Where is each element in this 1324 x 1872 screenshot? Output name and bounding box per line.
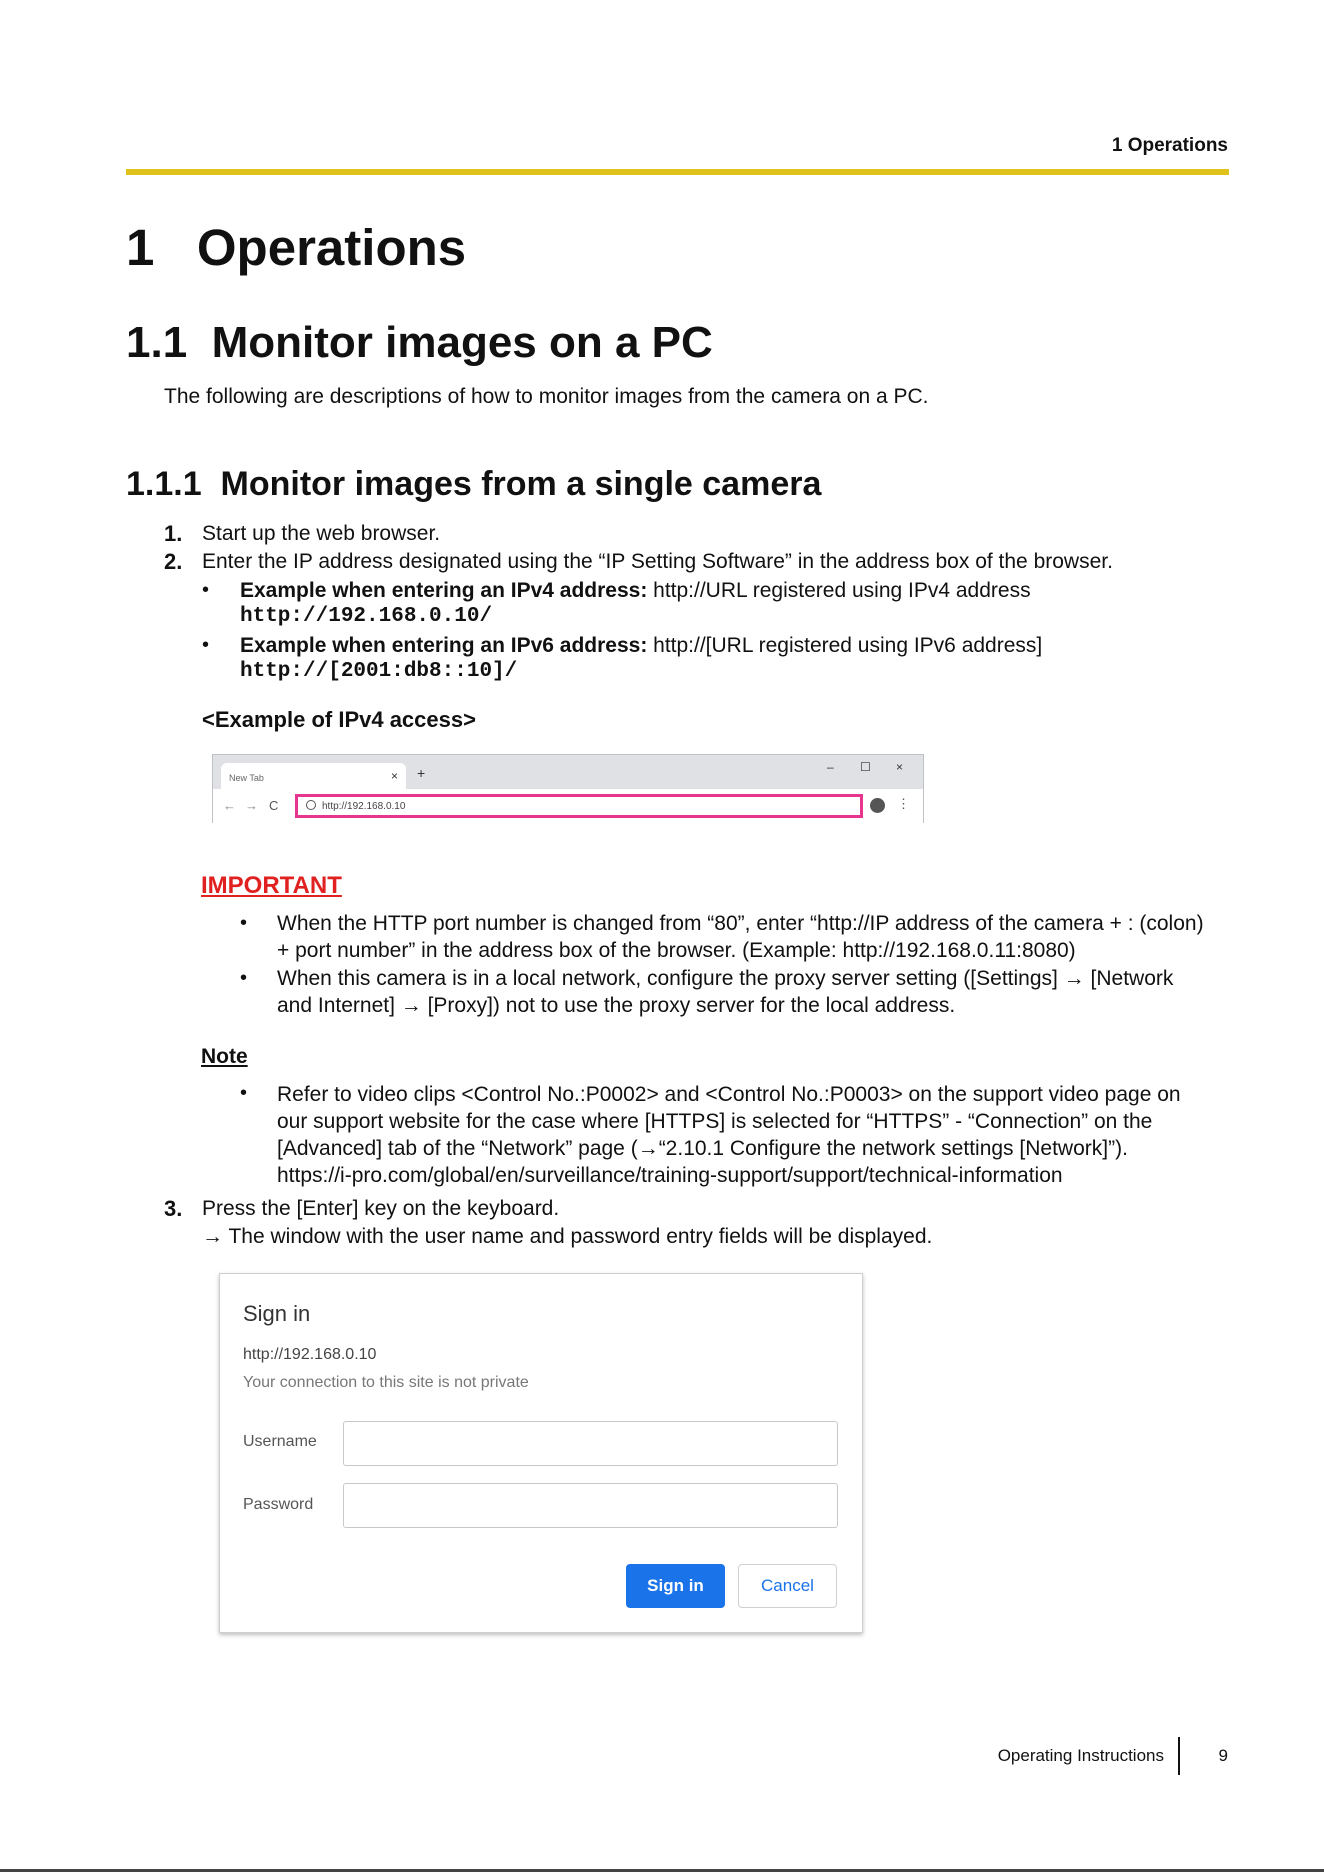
text-line: When this camera is in a local network, configure the proxy server setting ([Settings] → [Network: [277, 967, 1174, 990]
site-info-icon: [306, 800, 316, 810]
minimize-icon[interactable]: –: [827, 760, 834, 774]
maximize-icon[interactable]: ☐: [860, 760, 871, 774]
note-heading: Note: [201, 1045, 248, 1068]
important-heading: IMPORTANT: [201, 872, 342, 899]
subsection-number: 1.1.1: [126, 465, 202, 503]
footer-divider: [1178, 1737, 1180, 1775]
bullet: •: [240, 1082, 248, 1104]
address-bar[interactable]: [295, 794, 863, 818]
close-icon[interactable]: ×: [390, 769, 398, 783]
subsection-title: Monitor images from a single camera: [220, 465, 822, 503]
chapter-heading: [126, 218, 466, 277]
section-heading: [126, 318, 713, 368]
bullet: •: [202, 634, 210, 656]
menu-icon[interactable]: ⋮: [897, 796, 910, 811]
text-line: our support website for the case where [HTTPS] is selected for “HTTPS” - “Connection” on the: [277, 1110, 1153, 1133]
dialog-title: Sign in: [243, 1301, 311, 1326]
section-title: Monitor images on a PC: [211, 318, 713, 367]
cancel-button[interactable]: Cancel: [738, 1564, 837, 1608]
text-line: Refer to video clips <Control No.:P0002> and <Control No.:P0003> on the support video page on: [277, 1083, 1181, 1106]
step-number: 1.: [164, 521, 183, 546]
forward-icon[interactable]: →: [245, 798, 258, 813]
footer-label: Operating Instructions: [997, 1746, 1164, 1765]
text-line: + port number” in the address box of the browser. (Example: http://192.168.0.11:8080): [277, 939, 1076, 962]
step-text: Press the [Enter] key on the keyboard.: [202, 1197, 560, 1220]
bullet: •: [240, 912, 248, 934]
chapter-title: Operations: [196, 219, 467, 276]
bullet: •: [202, 579, 210, 601]
address-text: http://192.168.0.10: [322, 801, 406, 812]
browser-screenshot: [212, 754, 924, 823]
step-number: 3.: [164, 1196, 183, 1221]
back-icon[interactable]: ←: [223, 798, 236, 813]
example-code: http://192.168.0.10/: [240, 605, 493, 628]
example-label: Example when entering an IPv4 address:: [240, 579, 648, 602]
username-label: Username: [243, 1433, 317, 1450]
example-desc: http://URL registered using IPv4 address: [653, 579, 1031, 602]
close-window-icon[interactable]: ×: [896, 760, 904, 774]
result-text: The window with the user name and password entry fields will be displayed.: [228, 1225, 933, 1248]
step-result: [202, 1224, 932, 1250]
subsection-heading: [126, 465, 821, 504]
step-text: Start up the web browser.: [202, 522, 441, 545]
arrow-icon: →: [202, 1225, 223, 1248]
example-ipv4: [240, 578, 1031, 604]
running-header: 1 Operations: [1111, 135, 1228, 156]
important-item: [277, 966, 1173, 1019]
tab-label: New Tab: [229, 773, 264, 783]
important-item: [277, 911, 1204, 964]
example-heading: <Example of IPv4 access>: [202, 707, 476, 732]
signin-button[interactable]: Sign in: [626, 1564, 725, 1608]
signin-dialog: [219, 1273, 863, 1633]
note-body: [277, 1081, 1181, 1189]
step-text: Enter the IP address designated using the “IP Setting Software” in the address box of the browser.: [202, 550, 1113, 573]
profile-icon[interactable]: [870, 798, 885, 813]
dialog-url: http://192.168.0.10: [243, 1346, 377, 1363]
browser-tab[interactable]: [221, 763, 406, 791]
example-label: Example when entering an IPv6 address:: [240, 634, 648, 657]
chapter-number: 1: [126, 219, 155, 276]
header-rule: [126, 169, 1229, 175]
username-field[interactable]: [343, 1421, 838, 1466]
support-link[interactable]: https://i-pro.com/global/en/surveillance/training-support/support/technical-information: [277, 1164, 1063, 1187]
step-number: 2.: [164, 549, 183, 574]
bullet: •: [240, 967, 248, 989]
section-intro: The following are descriptions of how to monitor images from the camera on a PC.: [164, 385, 929, 408]
section-number: 1.1: [126, 318, 188, 367]
text-line: and Internet] → [Proxy]) not to use the proxy server for the local address.: [277, 994, 956, 1017]
example-ipv6: [240, 633, 1042, 659]
text-line: [Advanced] tab of the “Network” page (→“2.10.1 Configure the network settings [Network]”).: [277, 1137, 1128, 1160]
new-tab-icon[interactable]: +: [417, 765, 426, 781]
password-field[interactable]: [343, 1483, 838, 1528]
password-label: Password: [243, 1496, 314, 1513]
example-code: http://[2001:db8::10]/: [240, 660, 518, 683]
dialog-warning: Your connection to this site is not private: [243, 1374, 529, 1391]
text-line: When the HTTP port number is changed from “80”, enter “http://IP address of the camera + : (colon): [277, 912, 1204, 935]
example-desc: http://[URL registered using IPv6 address]: [653, 634, 1043, 657]
page-number: 9: [1218, 1746, 1228, 1765]
browser-toolbar: [213, 789, 923, 823]
reload-icon[interactable]: C: [269, 798, 279, 813]
